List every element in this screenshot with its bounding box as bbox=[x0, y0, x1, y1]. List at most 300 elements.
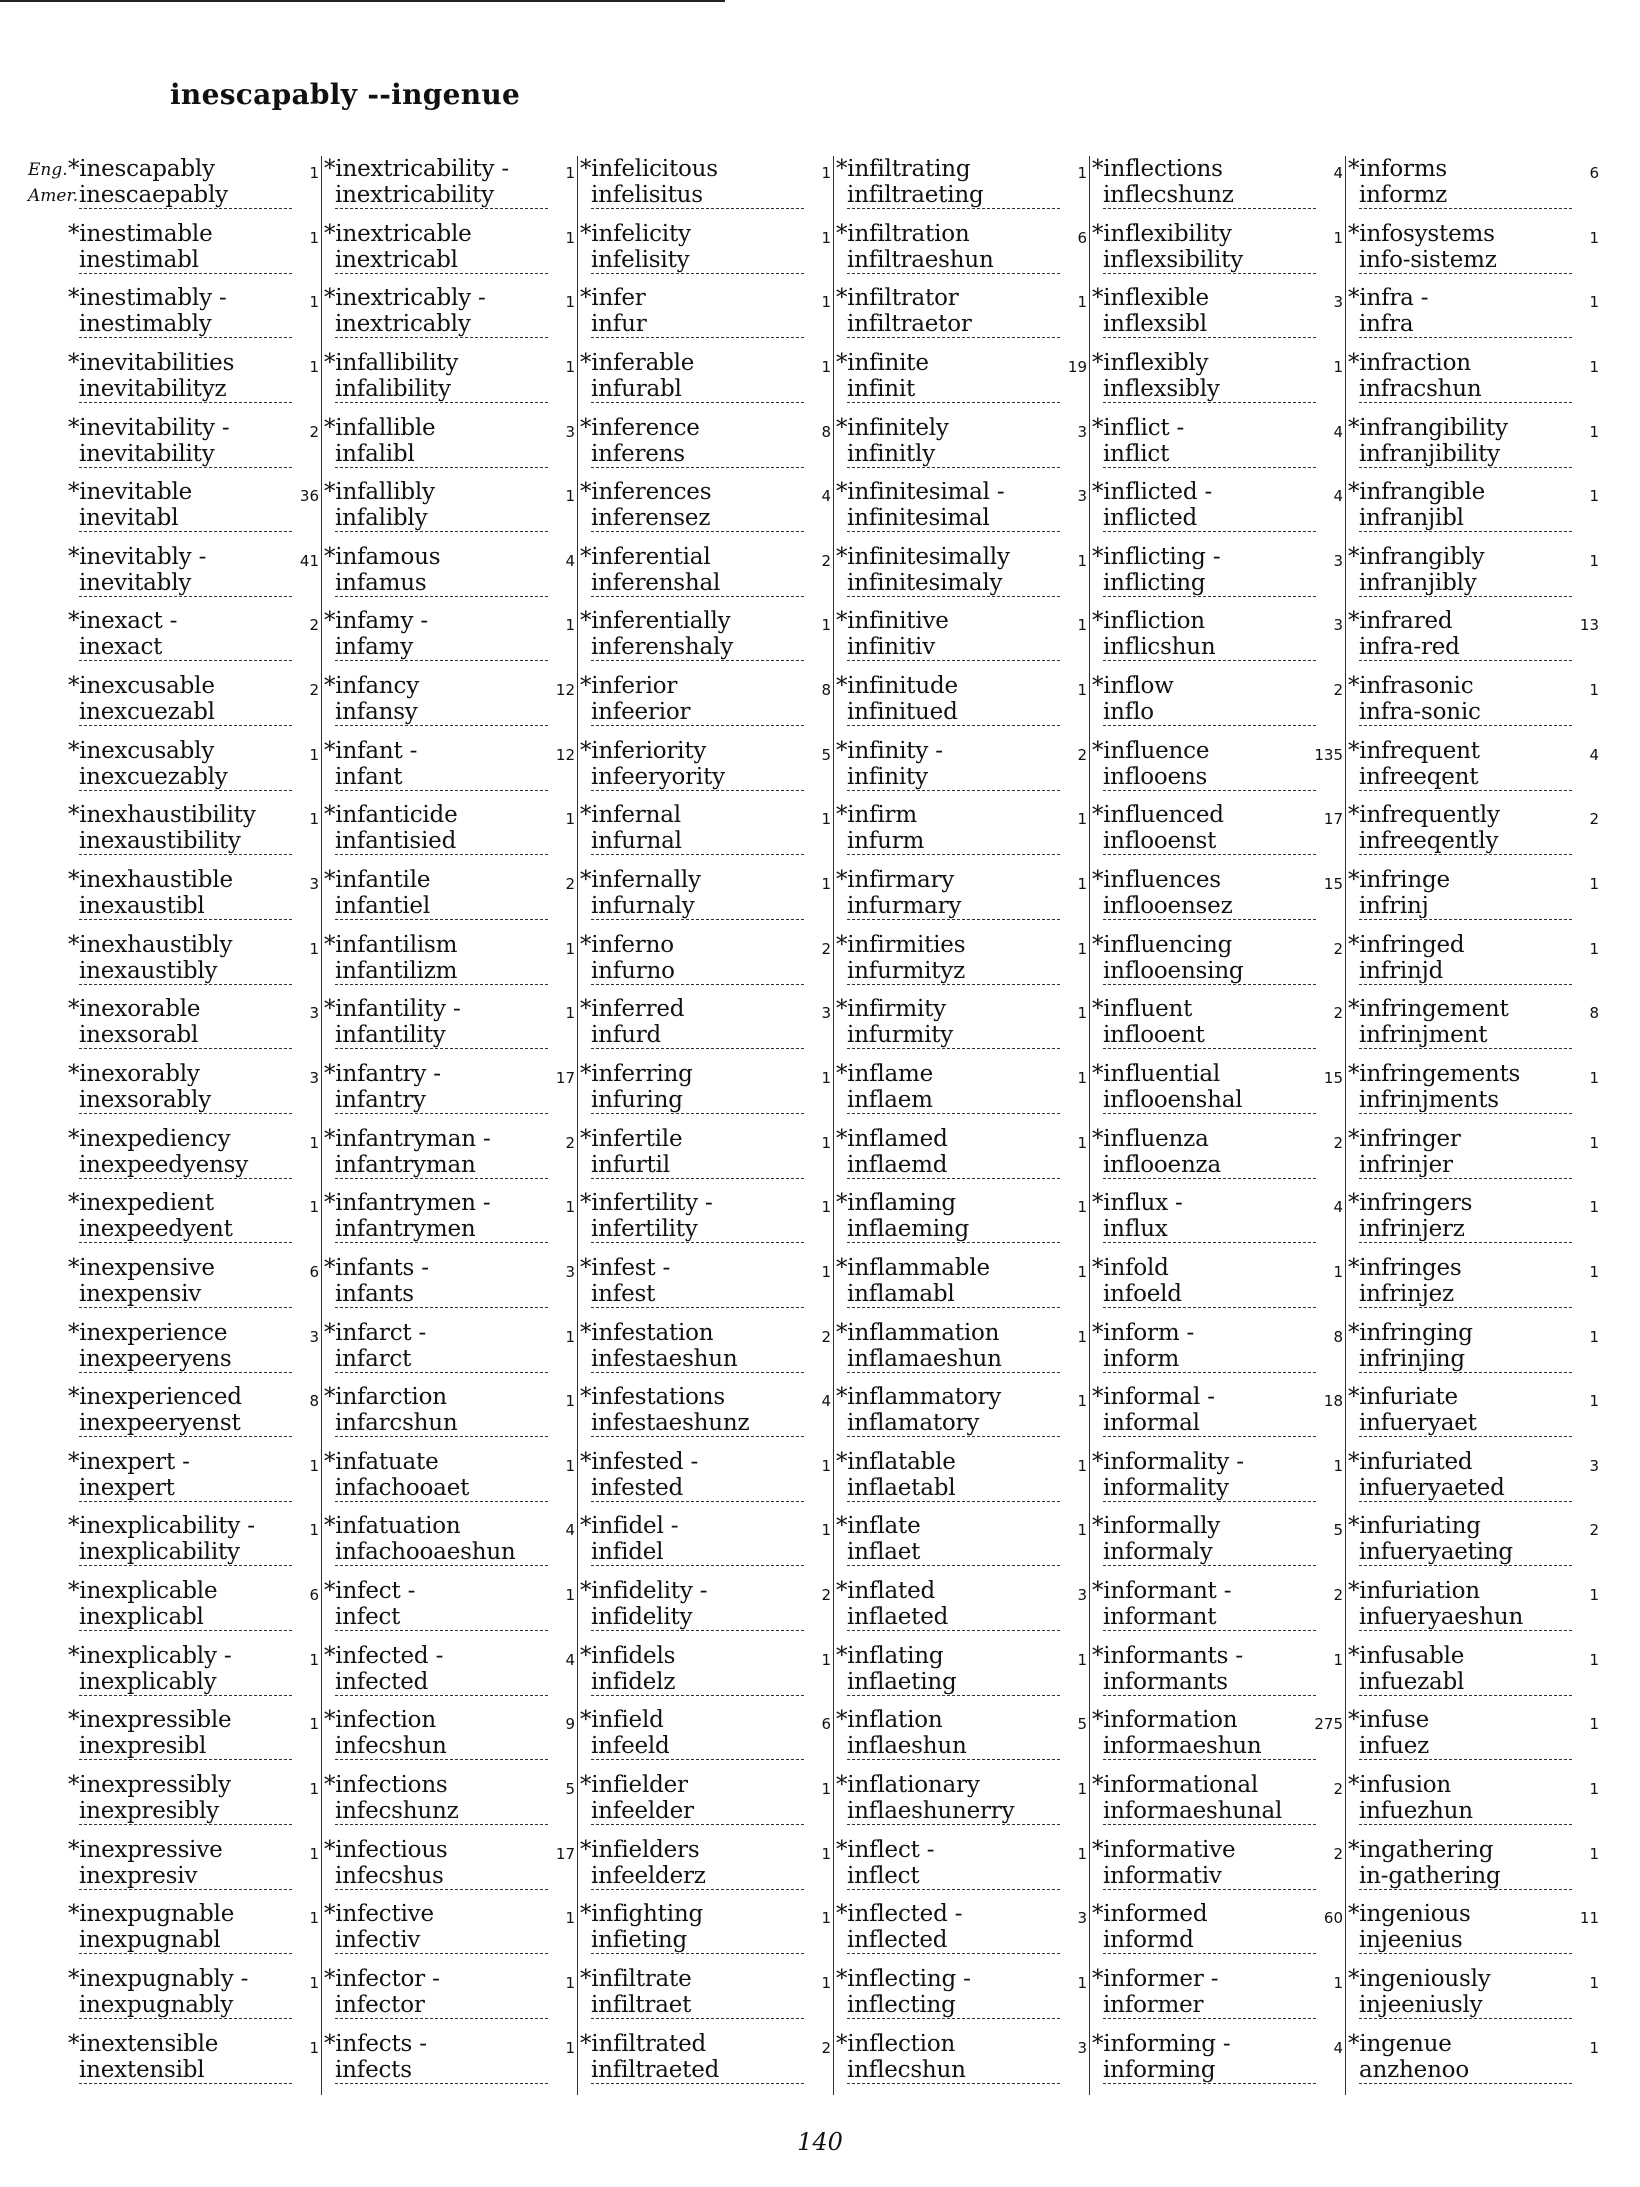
frequency-count: 4 bbox=[565, 1521, 575, 1540]
word-entry bbox=[1346, 350, 1601, 415]
reformed-spelling: inexpresiv bbox=[79, 1863, 292, 1890]
reformed-spelling-row bbox=[836, 182, 1089, 209]
reformed-spelling: infurtil bbox=[591, 1152, 804, 1179]
word-entry bbox=[834, 1449, 1089, 1514]
word-entry bbox=[1346, 867, 1601, 932]
reformed-spelling: infantisied bbox=[335, 828, 548, 855]
reformed-spelling: inflecting bbox=[847, 1992, 1060, 2019]
word-entry bbox=[322, 1837, 577, 1902]
frequency-count: 1 bbox=[1077, 293, 1087, 312]
frequency-count: 60 bbox=[1323, 1909, 1343, 1928]
standard-spelling: *influent bbox=[1092, 996, 1193, 1023]
word-entry bbox=[578, 1772, 833, 1837]
reformed-spelling: inflamaeshun bbox=[847, 1346, 1060, 1373]
standard-spelling: *infantrymen - bbox=[324, 1190, 491, 1217]
standard-spelling: *infantilism bbox=[324, 931, 458, 958]
reformed-spelling: infecshus bbox=[335, 1863, 548, 1890]
standard-spelling: *inferno bbox=[580, 931, 674, 958]
reformed-spelling: informant bbox=[1103, 1604, 1316, 1631]
reformed-spelling-row bbox=[580, 1863, 833, 1890]
frequency-count: 1 bbox=[1589, 551, 1599, 570]
frequency-count: 3 bbox=[1077, 1586, 1087, 1605]
frequency-count: 1 bbox=[565, 228, 575, 247]
frequency-count: 5 bbox=[565, 1780, 575, 1799]
standard-spelling: *inestimable bbox=[68, 220, 213, 247]
frequency-count: 1 bbox=[309, 939, 319, 958]
frequency-count: 1 bbox=[1077, 939, 1087, 958]
word-entry bbox=[322, 1255, 577, 1320]
frequency-count: 1 bbox=[1589, 1068, 1599, 1087]
reformed-spelling-row bbox=[836, 634, 1089, 661]
standard-spelling: *ingeniously bbox=[1348, 1965, 1491, 1992]
standard-spelling: *inevitability - bbox=[68, 414, 230, 441]
word-entry bbox=[1346, 1707, 1601, 1772]
word-entry bbox=[66, 285, 321, 350]
standard-spelling: *informational bbox=[1092, 1772, 1259, 1799]
frequency-count: 1 bbox=[821, 1198, 831, 1217]
reformed-spelling: infinitesimaly bbox=[847, 570, 1060, 597]
word-entry bbox=[322, 1449, 577, 1514]
word-entry bbox=[66, 1061, 321, 1126]
reformed-spelling-row bbox=[1348, 828, 1601, 855]
reformed-spelling: inexplicabl bbox=[79, 1604, 292, 1631]
reformed-spelling-row bbox=[1348, 570, 1601, 597]
frequency-count: 1 bbox=[821, 1262, 831, 1281]
frequency-count: 1 bbox=[565, 1909, 575, 1928]
standard-spelling: *inferentially bbox=[580, 608, 731, 635]
reformed-spelling-row bbox=[1092, 1863, 1345, 1890]
reformed-spelling-row bbox=[580, 1669, 833, 1696]
standard-spelling: *inextricably - bbox=[324, 285, 486, 312]
word-column bbox=[834, 156, 1090, 2095]
reformed-spelling: informants bbox=[1103, 1669, 1316, 1696]
reformed-spelling: infueryaeted bbox=[1359, 1475, 1572, 1502]
word-entry bbox=[578, 996, 833, 1061]
reformed-spelling-row bbox=[68, 441, 321, 468]
word-entry bbox=[1346, 1643, 1601, 1708]
frequency-count: 1 bbox=[309, 1780, 319, 1799]
reformed-spelling-row bbox=[1348, 247, 1601, 274]
word-entry bbox=[578, 1255, 833, 1320]
frequency-count: 18 bbox=[1323, 1392, 1343, 1411]
standard-spelling: *infertility - bbox=[580, 1190, 713, 1217]
standard-spelling: *information bbox=[1092, 1707, 1238, 1734]
standard-spelling: *inextensible bbox=[68, 2030, 219, 2057]
frequency-count: 3 bbox=[565, 1262, 575, 1281]
frequency-count: 6 bbox=[309, 1262, 319, 1281]
reformed-spelling-row bbox=[324, 570, 577, 597]
frequency-count: 19 bbox=[1067, 357, 1087, 376]
standard-spelling: *infrequently bbox=[1348, 802, 1500, 829]
frequency-count: 1 bbox=[1077, 681, 1087, 700]
word-entry bbox=[1346, 285, 1601, 350]
frequency-count: 41 bbox=[299, 551, 319, 570]
standard-spelling: *infestation bbox=[580, 1319, 714, 1346]
standard-spelling: *infinitive bbox=[836, 608, 949, 635]
frequency-count: 1 bbox=[565, 1586, 575, 1605]
reformed-spelling-row bbox=[1092, 699, 1345, 726]
frequency-count: 1 bbox=[821, 1456, 831, 1475]
reformed-spelling: inexaustibl bbox=[79, 893, 292, 920]
standard-spelling: *infantry - bbox=[324, 1060, 441, 1087]
standard-spelling: *infect - bbox=[324, 1578, 416, 1605]
frequency-count: 8 bbox=[1333, 1327, 1343, 1346]
frequency-count: 5 bbox=[1333, 1521, 1343, 1540]
standard-spelling: *informed bbox=[1092, 1901, 1208, 1928]
word-entry bbox=[1346, 1255, 1601, 1320]
frequency-count: 1 bbox=[1589, 1715, 1599, 1734]
reformed-spelling-row bbox=[1348, 1346, 1601, 1373]
frequency-count: 1 bbox=[565, 1004, 575, 1023]
reformed-spelling: infuez bbox=[1359, 1733, 1572, 1760]
word-entry bbox=[1090, 285, 1345, 350]
reformed-spelling: informativ bbox=[1103, 1863, 1316, 1890]
reformed-spelling: infranjibly bbox=[1359, 570, 1572, 597]
word-entry bbox=[578, 285, 833, 350]
reformed-spelling-row bbox=[324, 1475, 577, 1502]
reformed-spelling-row bbox=[1348, 1410, 1601, 1437]
word-entry bbox=[834, 285, 1089, 350]
word-entry bbox=[834, 1255, 1089, 1320]
standard-spelling: *infest - bbox=[580, 1254, 671, 1281]
reformed-spelling-row bbox=[836, 570, 1089, 597]
reformed-spelling: inflexsibly bbox=[1103, 376, 1316, 403]
word-entry bbox=[834, 1320, 1089, 1385]
reformed-spelling-row bbox=[68, 1410, 321, 1437]
reformed-spelling-row bbox=[1092, 1798, 1345, 1825]
frequency-count: 1 bbox=[309, 228, 319, 247]
frequency-count: 1 bbox=[565, 487, 575, 506]
standard-spelling: *informative bbox=[1092, 1836, 1236, 1863]
standard-spelling: *infinitesimal - bbox=[836, 479, 1005, 506]
reformed-spelling: inflecshunz bbox=[1103, 182, 1316, 209]
word-entry bbox=[578, 1126, 833, 1191]
frequency-count: 3 bbox=[1077, 1909, 1087, 1928]
frequency-count: 1 bbox=[1589, 2038, 1599, 2057]
frequency-count: 1 bbox=[309, 357, 319, 376]
word-entry bbox=[66, 932, 321, 997]
reformed-spelling: infarcshun bbox=[335, 1410, 548, 1437]
reformed-spelling-row bbox=[580, 958, 833, 985]
standard-spelling: *infinitesimally bbox=[836, 543, 1010, 570]
word-entry bbox=[834, 1643, 1089, 1708]
reformed-spelling: infurno bbox=[591, 958, 804, 985]
frequency-count: 4 bbox=[1589, 745, 1599, 764]
word-entry bbox=[322, 802, 577, 867]
frequency-count: 1 bbox=[565, 2038, 575, 2057]
word-entry bbox=[578, 1320, 833, 1385]
reformed-spelling-row bbox=[580, 182, 833, 209]
frequency-count: 1 bbox=[821, 1133, 831, 1152]
reformed-spelling-row bbox=[324, 1863, 577, 1890]
reformed-spelling-row bbox=[580, 1281, 833, 1308]
word-entry bbox=[66, 1643, 321, 1708]
standard-spelling: *infosystems bbox=[1348, 220, 1495, 247]
reformed-spelling-row bbox=[68, 1669, 321, 1696]
frequency-count: 4 bbox=[821, 487, 831, 506]
word-entry bbox=[322, 867, 577, 932]
reformed-spelling: infra bbox=[1359, 311, 1572, 338]
frequency-count: 1 bbox=[1333, 1973, 1343, 1992]
reformed-spelling: infurm bbox=[847, 828, 1060, 855]
standard-spelling: *informality - bbox=[1092, 1448, 1244, 1475]
reformed-spelling-row bbox=[1092, 958, 1345, 985]
reformed-spelling: infector bbox=[335, 1992, 548, 2019]
standard-spelling: *infringes bbox=[1348, 1254, 1462, 1281]
reformed-spelling: inflamabl bbox=[847, 1281, 1060, 1308]
word-entry bbox=[1090, 1643, 1345, 1708]
reformed-spelling: inflaetabl bbox=[847, 1475, 1060, 1502]
word-entry bbox=[1090, 867, 1345, 932]
reformed-spelling-row bbox=[1348, 1927, 1601, 1954]
reformed-spelling-row bbox=[1092, 570, 1345, 597]
reformed-spelling-row bbox=[1092, 2057, 1345, 2084]
word-entry bbox=[1090, 932, 1345, 997]
frequency-count: 1 bbox=[565, 1392, 575, 1411]
standard-spelling: *inferior bbox=[580, 673, 678, 700]
frequency-count: 3 bbox=[1077, 422, 1087, 441]
reformed-spelling-row bbox=[580, 1539, 833, 1566]
standard-spelling: *inferred bbox=[580, 996, 685, 1023]
word-entry bbox=[834, 544, 1089, 609]
frequency-count: 1 bbox=[1077, 1650, 1087, 1669]
reformed-spelling-row bbox=[836, 311, 1089, 338]
frequency-count: 1 bbox=[1589, 228, 1599, 247]
reformed-spelling-row bbox=[1348, 311, 1601, 338]
reformed-spelling-row bbox=[580, 247, 833, 274]
reformed-spelling: informing bbox=[1103, 2057, 1316, 2084]
frequency-count: 1 bbox=[309, 810, 319, 829]
standard-spelling: *influenza bbox=[1092, 1125, 1209, 1152]
standard-spelling: *inexorable bbox=[68, 996, 201, 1023]
standard-spelling: *inflexibly bbox=[1092, 349, 1209, 376]
reformed-spelling: infra-sonic bbox=[1359, 699, 1572, 726]
reformed-spelling: influx bbox=[1103, 1216, 1316, 1243]
reformed-spelling: infurmityz bbox=[847, 958, 1060, 985]
standard-spelling: *infatuation bbox=[324, 1513, 461, 1540]
frequency-count: 1 bbox=[1589, 1198, 1599, 1217]
reformed-spelling-row bbox=[1348, 1216, 1601, 1243]
standard-spelling: *inflammatory bbox=[836, 1384, 1002, 1411]
standard-spelling: *infarct - bbox=[324, 1319, 427, 1346]
word-entry bbox=[322, 1384, 577, 1449]
frequency-count: 4 bbox=[565, 1650, 575, 1669]
standard-spelling: *inexpugnably - bbox=[68, 1965, 249, 1992]
reformed-spelling-row bbox=[1348, 1863, 1601, 1890]
frequency-count: 3 bbox=[309, 1327, 319, 1346]
word-entry bbox=[834, 415, 1089, 480]
reformed-spelling-row bbox=[836, 376, 1089, 403]
frequency-count: 1 bbox=[1589, 1780, 1599, 1799]
frequency-count: 2 bbox=[309, 422, 319, 441]
frequency-count: 1 bbox=[1077, 1133, 1087, 1152]
reformed-spelling-row bbox=[68, 182, 321, 209]
reformed-spelling-row bbox=[1348, 634, 1601, 661]
reformed-spelling: infiltraeting bbox=[847, 182, 1060, 209]
reformed-spelling: infranjibility bbox=[1359, 441, 1572, 468]
frequency-count: 1 bbox=[565, 357, 575, 376]
standard-spelling: *inflexibility bbox=[1092, 220, 1232, 247]
word-entry bbox=[834, 996, 1089, 1061]
reformed-spelling-row bbox=[580, 1475, 833, 1502]
reformed-spelling-row bbox=[68, 1733, 321, 1760]
standard-spelling: *infant - bbox=[324, 737, 418, 764]
reformed-spelling: infidel bbox=[591, 1539, 804, 1566]
standard-spelling: *infallibility bbox=[324, 349, 459, 376]
word-entry bbox=[322, 544, 577, 609]
reformed-spelling-row bbox=[580, 1087, 833, 1114]
reformed-spelling-row bbox=[324, 1087, 577, 1114]
standard-spelling: *inflow bbox=[1092, 673, 1174, 700]
reformed-spelling-row bbox=[324, 376, 577, 403]
reformed-spelling: inflooenst bbox=[1103, 828, 1316, 855]
reformed-spelling-row bbox=[580, 1346, 833, 1373]
word-entry bbox=[66, 1966, 321, 2031]
reformed-spelling-row bbox=[836, 1539, 1089, 1566]
reformed-spelling: infurmity bbox=[847, 1022, 1060, 1049]
reformed-spelling: inextricably bbox=[335, 311, 548, 338]
reformed-spelling: inestimably bbox=[79, 311, 292, 338]
standard-spelling: *inference bbox=[580, 414, 700, 441]
frequency-count: 1 bbox=[309, 1650, 319, 1669]
frequency-count: 1 bbox=[565, 1973, 575, 1992]
reformed-spelling: infranjibl bbox=[1359, 505, 1572, 532]
reformed-spelling: inflaet bbox=[847, 1539, 1060, 1566]
word-entry bbox=[66, 673, 321, 738]
reformed-spelling: inflaeting bbox=[847, 1669, 1060, 1696]
reformed-spelling: inextricability bbox=[335, 182, 548, 209]
reformed-spelling: inflaeshun bbox=[847, 1733, 1060, 1760]
reformed-spelling-row bbox=[68, 247, 321, 274]
reformed-spelling-row bbox=[324, 182, 577, 209]
standard-spelling: *inferiority bbox=[580, 737, 707, 764]
reformed-spelling-row bbox=[1348, 1669, 1601, 1696]
word-entry bbox=[1090, 1320, 1345, 1385]
word-entry bbox=[1090, 221, 1345, 286]
word-entry bbox=[578, 156, 833, 221]
reformed-spelling: inflicshun bbox=[1103, 634, 1316, 661]
word-entry bbox=[1090, 479, 1345, 544]
reformed-spelling-row bbox=[1092, 311, 1345, 338]
reformed-spelling-row bbox=[324, 1410, 577, 1437]
reformed-spelling: infiltraetor bbox=[847, 311, 1060, 338]
frequency-count: 2 bbox=[309, 681, 319, 700]
frequency-count: 135 bbox=[1314, 745, 1343, 764]
reformed-spelling-row bbox=[324, 634, 577, 661]
reformed-spelling: informal bbox=[1103, 1410, 1316, 1437]
reformed-spelling: infeerior bbox=[591, 699, 804, 726]
reformed-spelling: inexpeedyent bbox=[79, 1216, 292, 1243]
reformed-spelling-row bbox=[580, 893, 833, 920]
frequency-count: 1 bbox=[821, 1780, 831, 1799]
frequency-count: 1 bbox=[1589, 1392, 1599, 1411]
frequency-count: 1 bbox=[1589, 422, 1599, 441]
reformed-spelling: infurabl bbox=[591, 376, 804, 403]
reformed-spelling: inflooensing bbox=[1103, 958, 1316, 985]
standard-spelling: *infinitude bbox=[836, 673, 958, 700]
reformed-spelling: inexpresibl bbox=[79, 1733, 292, 1760]
standard-spelling: *inexplicability - bbox=[68, 1513, 255, 1540]
standard-spelling: *infringement bbox=[1348, 996, 1509, 1023]
frequency-count: 1 bbox=[565, 1456, 575, 1475]
reformed-spelling: inflaeshunerry bbox=[847, 1798, 1060, 1825]
frequency-count: 6 bbox=[309, 1586, 319, 1605]
standard-spelling: *inflect - bbox=[836, 1836, 935, 1863]
frequency-count: 1 bbox=[309, 1715, 319, 1734]
standard-spelling: *infestations bbox=[580, 1384, 726, 1411]
frequency-count: 3 bbox=[1333, 293, 1343, 312]
standard-spelling: *infuriated bbox=[1348, 1448, 1473, 1475]
standard-spelling: *inevitabilities bbox=[68, 349, 235, 376]
word-entry bbox=[322, 2031, 577, 2096]
word-entry bbox=[1346, 415, 1601, 480]
word-entry bbox=[834, 1513, 1089, 1578]
standard-spelling: *inestimably - bbox=[68, 285, 227, 312]
standard-spelling: *infiltrating bbox=[836, 156, 971, 182]
word-entry bbox=[322, 738, 577, 803]
reformed-spelling: informaeshun bbox=[1103, 1733, 1316, 1760]
word-entry bbox=[322, 996, 577, 1061]
frequency-count: 1 bbox=[309, 1844, 319, 1863]
standard-spelling: *infielders bbox=[580, 1836, 700, 1863]
standard-spelling: *inflating bbox=[836, 1642, 944, 1669]
word-entry bbox=[66, 2031, 321, 2096]
standard-spelling: *inflicting - bbox=[1092, 543, 1221, 570]
reformed-spelling: informaly bbox=[1103, 1539, 1316, 1566]
word-entry bbox=[1090, 802, 1345, 867]
reformed-spelling-row bbox=[1348, 2057, 1601, 2084]
reformed-spelling: inextensibl bbox=[79, 2057, 292, 2084]
frequency-count: 3 bbox=[1589, 1456, 1599, 1475]
reformed-spelling-row bbox=[68, 634, 321, 661]
word-entry bbox=[1346, 1061, 1601, 1126]
reformed-spelling-row bbox=[836, 441, 1089, 468]
word-entry bbox=[1090, 1513, 1345, 1578]
frequency-count: 3 bbox=[309, 875, 319, 894]
standard-spelling: *inferring bbox=[580, 1060, 693, 1087]
reformed-spelling: infinit bbox=[847, 376, 1060, 403]
reformed-spelling: informaeshunal bbox=[1103, 1798, 1316, 1825]
frequency-count: 1 bbox=[1077, 1004, 1087, 1023]
reformed-spelling: infelisitus bbox=[591, 182, 804, 209]
reformed-spelling-row bbox=[68, 828, 321, 855]
frequency-count: 1 bbox=[821, 1521, 831, 1540]
standard-spelling: *infringed bbox=[1348, 931, 1465, 958]
reformed-spelling-row bbox=[1348, 1798, 1601, 1825]
reformed-spelling-row bbox=[324, 441, 577, 468]
reformed-spelling: infrinjment bbox=[1359, 1022, 1572, 1049]
frequency-count: 8 bbox=[821, 681, 831, 700]
reformed-spelling-row bbox=[1348, 182, 1601, 209]
reformed-spelling: inferens bbox=[591, 441, 804, 468]
word-entry bbox=[66, 996, 321, 1061]
frequency-count: 1 bbox=[1333, 1650, 1343, 1669]
word-entry bbox=[1346, 156, 1601, 221]
reformed-spelling-row bbox=[1348, 1733, 1601, 1760]
standard-spelling: *inexpensive bbox=[68, 1254, 215, 1281]
reformed-spelling-row bbox=[580, 1022, 833, 1049]
frequency-count: 1 bbox=[1589, 1133, 1599, 1152]
reformed-spelling-row bbox=[68, 699, 321, 726]
reformed-spelling-row bbox=[68, 505, 321, 532]
word-entry bbox=[66, 415, 321, 480]
frequency-count: 13 bbox=[1579, 616, 1599, 635]
reformed-spelling: inevitabilityz bbox=[79, 376, 292, 403]
reformed-spelling: inexpugnabl bbox=[79, 1927, 292, 1954]
reformed-spelling: infra-red bbox=[1359, 634, 1572, 661]
reformed-spelling: info-sistemz bbox=[1359, 247, 1572, 274]
word-entry bbox=[1346, 1901, 1601, 1966]
